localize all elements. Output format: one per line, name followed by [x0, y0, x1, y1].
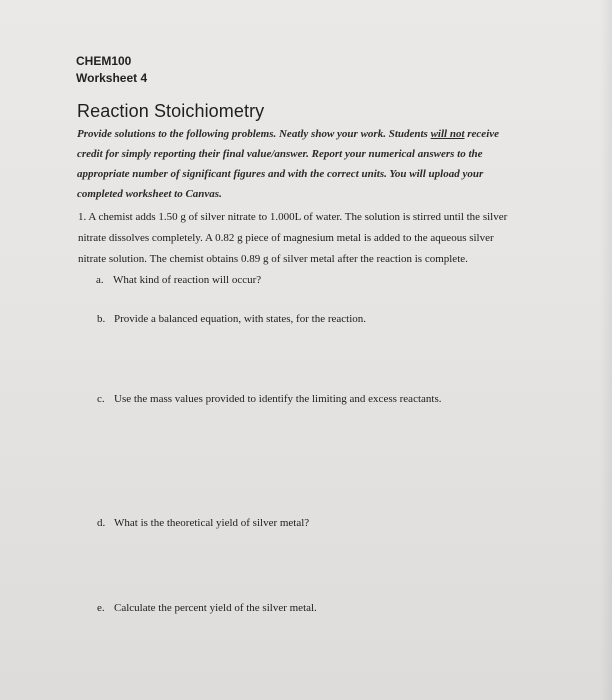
problem-1: [78, 207, 523, 270]
question-text: What is the theoretical yield of silver metal?: [114, 517, 310, 529]
question-text: Calculate the percent yield of the silver metal.: [114, 602, 317, 614]
instructions-text-end: receive credit for simply reporting their final value/answer. Report your numerical answers to the appropriate number of significant figures and with the correct units. You will upload your completed worksheet to Canvas.: [77, 128, 500, 200]
course-code: CHEM100: [76, 54, 132, 68]
problem-text: A chemist adds 1.50 g of silver nitrate to 1.000L of water. The solution is stirred until the silver nitrate dissolves completely. A 0.82 g piece of magnesium metal is added to the aqueous silver nitrate solution. The chemist obtains 0.89 g of silver metal after the reaction is complete.: [78, 211, 508, 265]
question-text: What kind of reaction will occur?: [113, 274, 262, 286]
question-d: [97, 517, 309, 529]
question-label: d.: [97, 517, 106, 529]
question-b: [97, 313, 366, 325]
question-label: b.: [97, 313, 106, 325]
question-label: e.: [97, 602, 105, 614]
question-c: [97, 393, 441, 405]
question-text: Use the mass values provided to identify the limiting and excess reactants.: [114, 393, 442, 405]
question-text: Provide a balanced equation, with states, for the reaction.: [114, 313, 366, 325]
instructions-underlined: will not: [430, 128, 465, 140]
question-a: [96, 274, 261, 286]
instructions-text-start: Provide solutions to the following problems. Neatly show your work. Students: [77, 128, 431, 140]
question-label: a.: [96, 274, 104, 286]
instructions: [77, 124, 507, 204]
page-edge-shadow: [600, 0, 612, 700]
problem-number: 1.: [78, 211, 87, 223]
question-label: c.: [97, 393, 105, 405]
section-title: Reaction Stoichiometry: [77, 101, 265, 121]
question-e: [97, 602, 317, 614]
worksheet-number: Worksheet 4: [76, 71, 148, 85]
